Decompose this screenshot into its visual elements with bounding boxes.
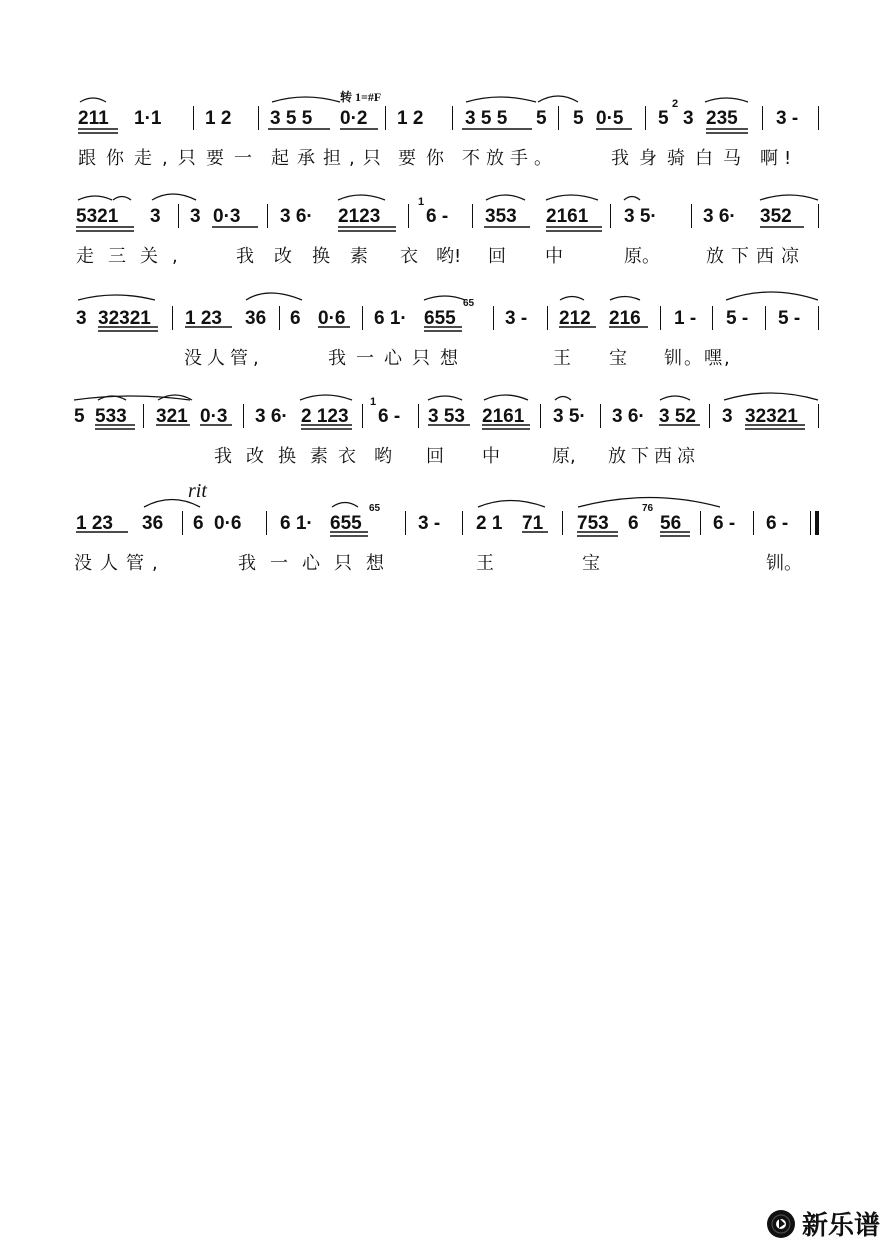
barline — [818, 306, 819, 330]
note-group: 0·5 — [596, 108, 624, 129]
notation-line-2 — [0, 198, 888, 238]
barline — [562, 511, 563, 535]
note-group: 6 - — [713, 513, 736, 534]
lyric-text: 跟你走,只 — [78, 148, 206, 169]
lyric-text: 不放手。 — [462, 148, 558, 169]
note-group: 56 — [660, 513, 682, 534]
barline — [182, 511, 183, 535]
note-group: 0·6 — [214, 513, 242, 534]
note-group: 655 — [424, 308, 456, 329]
note-group: 3 52 — [659, 406, 696, 427]
barline — [243, 404, 244, 428]
note-group: 321 — [156, 406, 188, 427]
note-group: 6 1· — [374, 308, 407, 329]
note-group: 3 5· — [553, 406, 586, 427]
barline — [385, 106, 386, 130]
note-group: 212 — [559, 308, 591, 329]
note-group: 6 1· — [280, 513, 313, 534]
barline — [818, 404, 819, 428]
final-barline-thick — [815, 511, 819, 535]
note-group: 2 123 — [301, 406, 349, 427]
lyric-text: 啊! — [760, 148, 798, 169]
note-group: 3 — [722, 406, 733, 427]
lyrics-line-2 — [0, 242, 888, 270]
note-group: 1 23 — [185, 308, 222, 329]
lyric-text: 没人管, — [74, 553, 166, 574]
note-group: 5 - — [778, 308, 801, 329]
lyric-text: 要一 — [206, 148, 262, 169]
note-group: 3 6· — [255, 406, 288, 427]
lyric-text: 我身骑白马 — [611, 148, 751, 169]
note-group: 655 — [330, 513, 362, 534]
notation-line-3 — [0, 300, 888, 340]
note-group: 1 23 — [76, 513, 113, 534]
barline — [547, 306, 548, 330]
barline — [645, 106, 646, 130]
barline — [818, 106, 819, 130]
barline — [279, 306, 280, 330]
grace-note: 1 — [418, 196, 425, 208]
lyric-text: 我一心只想 — [328, 348, 468, 369]
note-group: 0·6 — [318, 308, 346, 329]
final-barline-thin — [810, 511, 811, 535]
barline — [452, 106, 453, 130]
note-group: 3 6· — [280, 206, 313, 227]
grace-note: 65 — [369, 503, 381, 514]
note-group: 533 — [95, 406, 127, 427]
lyric-text: 放下西凉 — [608, 446, 700, 467]
barline — [267, 204, 268, 228]
barline — [493, 306, 494, 330]
note-group: 353 — [485, 206, 517, 227]
site-logo — [766, 1205, 880, 1242]
note-group: 235 — [706, 108, 738, 129]
note-group: 3 - — [505, 308, 528, 329]
note-group: 36 — [142, 513, 164, 534]
note-group: 3 5 5 — [270, 108, 313, 129]
barline — [600, 404, 601, 428]
note-group: 753 — [577, 513, 609, 534]
lyric-text: 中 — [545, 246, 563, 267]
note-group: 32321 — [98, 308, 151, 329]
note-group: 211 — [78, 108, 109, 129]
note-group: 3 - — [418, 513, 441, 534]
barline — [709, 404, 710, 428]
note-group: 36 — [245, 308, 267, 329]
barline — [610, 204, 611, 228]
barline — [472, 204, 473, 228]
lyrics-line-1 — [0, 144, 888, 172]
note-group: 3 5· — [624, 206, 657, 227]
note-group: 3 53 — [428, 406, 465, 427]
notation-line-5 — [0, 505, 888, 545]
barline — [178, 204, 179, 228]
lyric-text: 衣 — [338, 446, 356, 467]
lyric-text: 走三关, — [76, 246, 192, 267]
lyric-text: 王 — [553, 348, 571, 369]
grace-note: 65 — [463, 298, 475, 309]
note-group: 3 — [76, 308, 87, 329]
barline — [691, 204, 692, 228]
notation-line-4 — [0, 398, 888, 438]
barline — [405, 511, 406, 535]
lyric-text: 中 — [482, 446, 500, 467]
note-group: 352 — [760, 206, 792, 227]
note-group: 3 6· — [703, 206, 736, 227]
note-group: 5321 — [76, 206, 119, 227]
note-group: 2123 — [338, 206, 381, 227]
note-group: 0·2 — [340, 108, 368, 129]
grace-note: 2 — [672, 98, 679, 110]
note-group: 32321 — [745, 406, 798, 427]
barline — [765, 306, 766, 330]
barline — [540, 404, 541, 428]
notation-line-1 — [0, 100, 888, 140]
key-change-marking: 转 1=#F — [340, 90, 382, 104]
barline — [712, 306, 713, 330]
barline — [362, 306, 363, 330]
note-group: 2161 — [482, 406, 525, 427]
barline — [700, 511, 701, 535]
note-group: 1 2 — [205, 108, 232, 129]
note-group: 3 — [150, 206, 161, 227]
barline — [172, 306, 173, 330]
note-group: 1 2 — [397, 108, 424, 129]
note-group: 6 — [290, 308, 301, 329]
barline — [408, 204, 409, 228]
note-group: 6 — [628, 513, 639, 534]
note-group: 5 — [536, 108, 547, 129]
note-group: 0·3 — [200, 406, 228, 427]
lyric-text: 宝 — [582, 553, 600, 574]
note-group: 5 — [573, 108, 584, 129]
lyric-text: 我改换素 — [236, 246, 388, 267]
barline — [558, 106, 559, 130]
note-group: 1 - — [674, 308, 697, 329]
note-group: 2161 — [546, 206, 589, 227]
note-group: 216 — [609, 308, 641, 329]
barline — [193, 106, 194, 130]
grace-note: 1 — [370, 396, 377, 408]
note-group: 5 - — [726, 308, 749, 329]
lyric-text: 原。 — [624, 246, 660, 267]
note-group: 71 — [522, 513, 544, 534]
grace-note: 76 — [642, 503, 654, 514]
lyric-text: 回 — [488, 246, 506, 267]
note-group: 0·3 — [213, 206, 241, 227]
rit-marking: rit — [188, 480, 207, 502]
lyric-text: 起承担,只 — [271, 148, 389, 169]
note-group: 3 6· — [612, 406, 645, 427]
note-group: 6 - — [426, 206, 449, 227]
barline — [762, 106, 763, 130]
note-group: 3 — [190, 206, 201, 227]
lyric-text: 没人管, — [184, 348, 264, 369]
barline — [753, 511, 754, 535]
lyric-text: 钏。 — [766, 553, 802, 574]
note-group: 6 - — [766, 513, 789, 534]
lyric-text: 要你 — [398, 148, 454, 169]
barline — [143, 404, 144, 428]
vinyl-record-icon — [766, 1209, 796, 1239]
note-group: 1·1 — [134, 108, 162, 129]
barline — [258, 106, 259, 130]
barline — [266, 511, 267, 535]
note-group: 6 - — [378, 406, 401, 427]
note-group: 5 — [74, 406, 85, 427]
barline — [462, 511, 463, 535]
lyrics-line-3 — [0, 344, 888, 372]
lyric-text: 衣 — [400, 246, 418, 267]
lyrics-line-5 — [0, 549, 888, 577]
lyric-text: 宝 — [609, 348, 627, 369]
lyric-text: 原, — [552, 446, 576, 467]
note-group: 3 5 5 — [465, 108, 508, 129]
barline — [660, 306, 661, 330]
lyrics-line-4 — [0, 442, 888, 470]
barline — [362, 404, 363, 428]
lyric-text: 回 — [426, 446, 444, 467]
lyric-text: 哟 — [374, 446, 392, 467]
barline — [818, 204, 819, 228]
note-group: 6 — [193, 513, 204, 534]
barline — [418, 404, 419, 428]
note-group: 5 — [658, 108, 669, 129]
lyric-text: 王 — [476, 553, 494, 574]
lyric-text: 我一心只想 — [238, 553, 398, 574]
lyric-text: 我改换素 — [214, 446, 342, 467]
logo-text: 新乐谱 — [801, 1211, 880, 1241]
note-group: 3 — [683, 108, 694, 129]
lyric-text: 放下西凉 — [706, 246, 806, 267]
lyric-text: 哟! — [436, 246, 462, 267]
note-group: 2 1 — [476, 513, 503, 534]
note-group: 3 - — [776, 108, 799, 129]
lyric-text: 钏。嘿, — [664, 348, 732, 369]
